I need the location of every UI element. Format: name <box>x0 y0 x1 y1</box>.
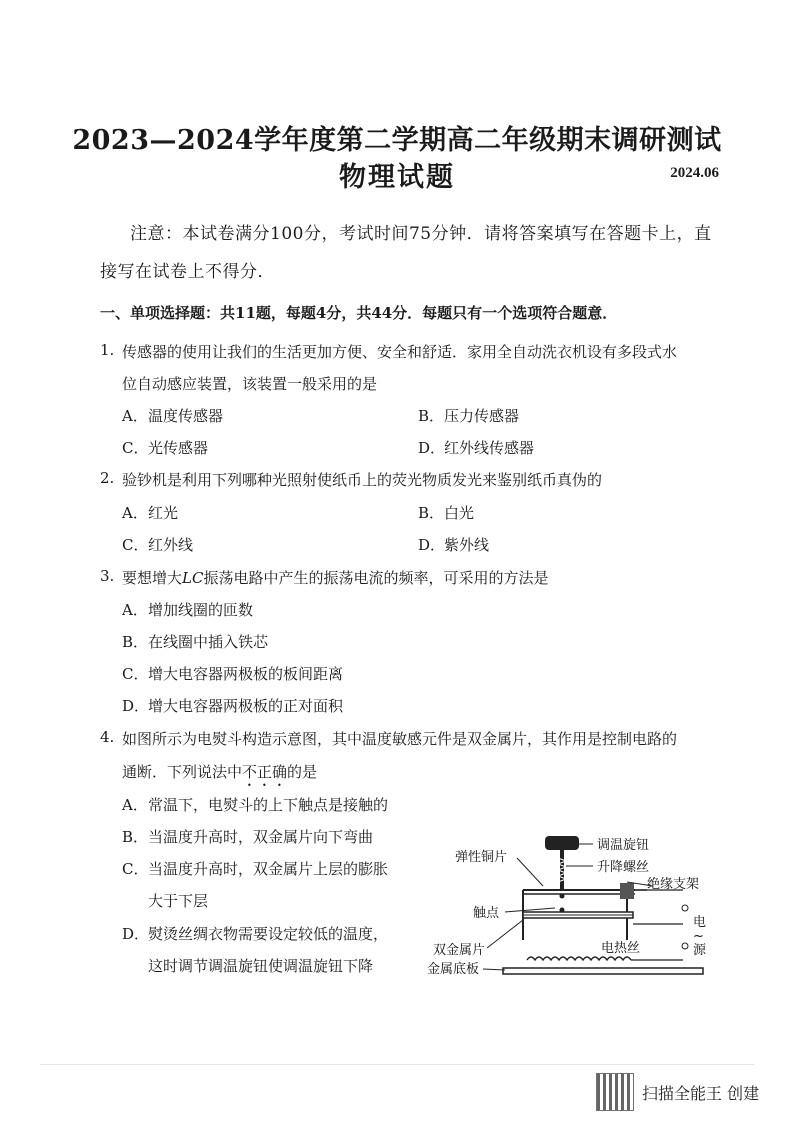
exam-title: 2023—2024学年度第二学期高二年级期末调研测试 <box>72 125 722 156</box>
option-d: D．增大电容器两极板的正对面积 <box>122 697 344 715</box>
question-text: 传感器的使用让我们的生活更加方便、安全和舒适．家用全自动洗衣机设有多段式水 <box>122 343 678 361</box>
metal-base-plate <box>503 968 703 974</box>
question-number: 2. <box>100 469 115 487</box>
option-b: B．当温度升高时，双金属片向下弯曲 <box>122 828 374 846</box>
label-power-1: 电 <box>693 915 707 930</box>
option-d: D．红外线传感器 <box>418 439 535 457</box>
option-c: C．光传感器 <box>122 439 209 457</box>
label-contact: 触点 <box>473 906 500 921</box>
option-c: C．增大电容器两极板的板间距离 <box>122 665 344 683</box>
scanner-watermark <box>596 1073 776 1113</box>
option-a: A．温度传感器 <box>122 407 224 425</box>
label-power-sym: ~ <box>693 929 704 944</box>
qr-code-icon <box>596 1073 634 1111</box>
insulating-bracket <box>620 883 634 899</box>
terminal-bottom <box>682 943 688 949</box>
contact-upper <box>560 894 565 899</box>
question-4-line2: 通断．下列说法中不正确的是 <box>122 763 318 781</box>
heating-wire <box>527 957 631 960</box>
scanner-brand: 扫描全能王 创建 <box>642 1084 760 1103</box>
question-text: 位自动感应装置，该装置一般采用的是 <box>122 375 378 393</box>
option-c: C．红外线 <box>122 536 194 554</box>
exam-subtitle: 物理试题 <box>339 162 455 193</box>
option-d: D．紫外线 <box>418 536 490 554</box>
question-1-line2 <box>122 373 377 394</box>
option-c-cont: 大于下层 <box>148 892 209 910</box>
label-bimetal: 双金属片 <box>433 943 486 958</box>
option-a: A．常温下，电熨斗的上下触点是接触的 <box>122 796 389 814</box>
question-number: 3. <box>100 567 115 585</box>
section-heading: 一、单项选择题：共11题，每题4分，共44分．每题只有一个选项符合题意． <box>100 304 618 322</box>
label-copper: 弹性铜片 <box>455 850 508 865</box>
terminal-top <box>682 905 688 911</box>
exam-date: 2024.06 <box>670 165 719 181</box>
question-number: 1. <box>100 341 115 359</box>
option-d: D．熨烫丝绸衣物需要设定较低的温度， <box>122 925 389 943</box>
knob-shape <box>545 836 579 850</box>
label-power-2: 源 <box>693 943 707 958</box>
option-b: B．在线圈中插入铁芯 <box>122 633 269 651</box>
option-d-cont: 这时调节调温旋钮使调温旋钮下降 <box>148 957 374 975</box>
electric-iron-diagram <box>425 828 725 988</box>
option-c: C．当温度升高时，双金属片上层的膨胀 <box>122 860 389 878</box>
question-3: 3. 要想增大LC振荡电路中产生的振荡电流的频率，可采用的方法是 <box>100 567 549 587</box>
option-b: B．压力传感器 <box>418 407 520 425</box>
label-knob: 调温旋钮 <box>597 838 650 853</box>
option-b: B．白光 <box>418 504 475 522</box>
question-number: 4. <box>100 728 115 746</box>
label-bracket: 绝缘支架 <box>647 877 700 892</box>
option-a: A．增加线圈的匝数 <box>122 601 254 619</box>
question-text: 验钞机是利用下列哪种光照射使纸币上的荧光物质发光来鉴别纸币真伪的 <box>122 471 603 489</box>
question-1 <box>100 341 678 362</box>
label-screw: 升降螺丝 <box>597 860 650 875</box>
option-a: A．红光 <box>122 504 179 522</box>
exam-notice: 注意：本试卷满分100分，考试时间75分钟．请将答案填写在答题卡上，直接写在试卷上不得分． <box>100 224 712 282</box>
question-text: 如图所示为电熨斗构造示意图，其中温度敏感元件是双金属片，其作用是控制电路的 <box>122 730 678 748</box>
label-base: 金属底板 <box>427 962 480 977</box>
label-heater: 电热丝 <box>601 941 641 956</box>
question-2 <box>100 469 603 490</box>
question-4 <box>100 728 678 749</box>
scan-divider <box>40 1064 754 1065</box>
emphasis-not-correct: 不正确 <box>242 763 288 781</box>
